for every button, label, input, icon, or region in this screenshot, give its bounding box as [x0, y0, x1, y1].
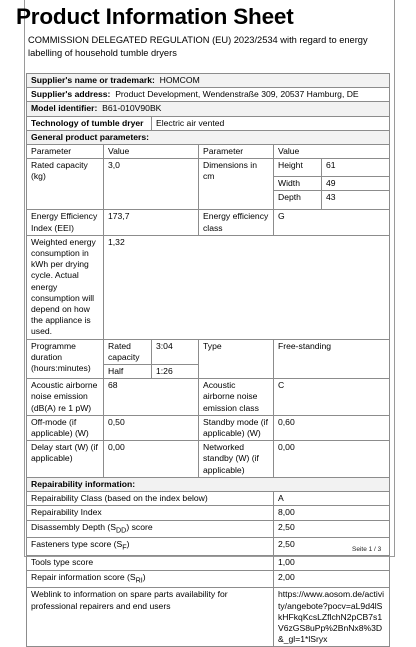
weblink-url[interactable]: https://www.aosom.de/activity/angebote?pocv=aL9d4lSkHFkqKcsLZflchN2pCB7s1V6zGS8uPp%2BnNx8%3D&_gl=1*lSryx [274, 588, 390, 647]
column-header-value: Value [274, 145, 390, 159]
disassembly-label-end: ) score [126, 521, 153, 532]
programme-duration-label: Programme duration (hours:minutes) [27, 339, 104, 379]
repair-class-value: A [274, 492, 390, 506]
fasteners-subscript: F [122, 544, 127, 553]
fasteners-label [27, 538, 274, 556]
depth-value: 43 [322, 191, 390, 210]
table-row [27, 492, 390, 506]
weighted-energy-label: Weighted energy consumption in kWh per drying cycle. Actual energy consumption will depend on how the appliance is used. [27, 235, 104, 339]
fasteners-value: 2,50 [274, 538, 390, 556]
dimensions-label: Dimensions in cm [199, 159, 274, 210]
regulation-subtitle: COMMISSION DELEGATED REGULATION (EU) 2023/2534 with regard to energy labelling of household tumble dryers [28, 35, 368, 58]
networked-standby-value: 0,00 [274, 441, 390, 478]
repair-index-label: Repairability Index [27, 506, 274, 520]
column-header-value: Value [104, 145, 199, 159]
page-border-left [24, 0, 25, 556]
repair-index-value: 8,00 [274, 506, 390, 520]
half-duration-label: Half [104, 365, 152, 379]
table-row [27, 588, 390, 647]
networked-standby-label: Networked standby (W) (if applicable) [199, 441, 274, 478]
acoustic-class-value: C [274, 379, 390, 416]
table-row [27, 102, 390, 116]
table-row [27, 415, 390, 440]
table-row [27, 379, 390, 416]
supplier-name-label: Supplier's name or trademark: [31, 75, 155, 85]
disassembly-label [27, 520, 274, 538]
table-row [27, 441, 390, 478]
table-row [27, 477, 390, 491]
table-row [27, 159, 390, 177]
page-title: Product Information Sheet [16, 4, 294, 29]
acoustic-emission-label: Acoustic airborne noise emission (dB(A) re 1 pW) [27, 379, 104, 416]
model-value: B61-010V90BK [102, 103, 162, 114]
type-label: Type [199, 339, 274, 379]
disassembly-label-text: Disassembly Depth (S [31, 521, 117, 532]
tools-label: Tools type score [27, 556, 274, 570]
repair-info-subscript: RI [135, 576, 143, 585]
technology-value: Electric air vented [152, 116, 390, 130]
half-duration-value: 1:26 [152, 365, 199, 379]
table-row [27, 570, 390, 588]
repair-info-value: 2,00 [274, 570, 390, 588]
rated-capacity-duration-label: Rated capacity [104, 339, 152, 364]
table-row [27, 88, 390, 102]
table-row [27, 506, 390, 520]
eei-value: 173,7 [104, 210, 199, 235]
fasteners-label-end: ) [126, 539, 130, 550]
delay-start-label: Delay start (W) (if applicable) [27, 441, 104, 478]
table-row [27, 210, 390, 235]
off-mode-value: 0,50 [104, 415, 199, 440]
width-label: Width [274, 177, 322, 191]
repair-class-label: Repairability Class (based on the index below) [27, 492, 274, 506]
table-row [27, 556, 390, 570]
rated-capacity-duration-value: 3:04 [152, 339, 199, 364]
repairability-header: Repairability information: [27, 477, 390, 491]
eei-label: Energy Efficiency Index (EEI) [27, 210, 104, 235]
page-border-right [394, 0, 395, 556]
repair-info-label [27, 570, 274, 588]
delay-start-value: 0,00 [104, 441, 199, 478]
tools-value: 1,00 [274, 556, 390, 570]
general-parameters-header: General product parameters: [27, 130, 390, 144]
supplier-address-label: Supplier's address: [31, 89, 111, 100]
weblink-label: Weblink to information on spare parts availability for professional repairers and end users [27, 588, 274, 647]
table-row [27, 235, 390, 339]
height-value: 61 [322, 159, 390, 177]
table-row [27, 74, 390, 88]
disassembly-value: 2,50 [274, 520, 390, 538]
table-row [27, 116, 390, 130]
depth-label: Depth [274, 191, 322, 210]
type-value: Free-standing [274, 339, 390, 379]
height-label: Height [274, 159, 322, 177]
rated-capacity-value: 3,0 [104, 159, 199, 210]
fasteners-label-text: Fasteners type score (S [31, 539, 123, 550]
acoustic-class-label: Acoustic airborne noise emission class [199, 379, 274, 416]
table-row [27, 130, 390, 144]
supplier-address-cell [27, 88, 390, 102]
supplier-address-value: Product Development, Wendenstraße 309, 20537 Hamburg, DE [115, 89, 359, 100]
repair-info-label-end: ) [142, 571, 146, 582]
standby-value: 0,60 [274, 415, 390, 440]
column-header-parameter: Parameter [199, 145, 274, 159]
weighted-energy-value: 1,32 [104, 235, 390, 339]
supplier-name-value: HOMCOM [159, 75, 200, 85]
off-mode-label: Off-mode (if applicable) (W) [27, 415, 104, 440]
model-cell [27, 102, 390, 116]
page-number: Seite 1 / 3 [352, 546, 382, 553]
disassembly-subscript: DD [116, 526, 127, 535]
energy-class-value: G [274, 210, 390, 235]
repair-info-label-text: Repair information score (S [31, 571, 136, 582]
technology-label: Technology of tumble dryer [27, 116, 152, 130]
table-row [27, 339, 390, 364]
product-information-table [26, 73, 390, 647]
rated-capacity-label: Rated capacity (kg) [27, 159, 104, 210]
acoustic-emission-value: 68 [104, 379, 199, 416]
table-row [27, 538, 390, 556]
energy-class-label: Energy efficiency class [199, 210, 274, 235]
model-label: Model identifier: [31, 103, 98, 114]
table-row [27, 520, 390, 538]
supplier-name-cell [27, 74, 390, 88]
width-value: 49 [322, 177, 390, 191]
column-header-parameter: Parameter [27, 145, 104, 159]
standby-label: Standby mode (if applicable) (W) [199, 415, 274, 440]
table-row [27, 145, 390, 159]
